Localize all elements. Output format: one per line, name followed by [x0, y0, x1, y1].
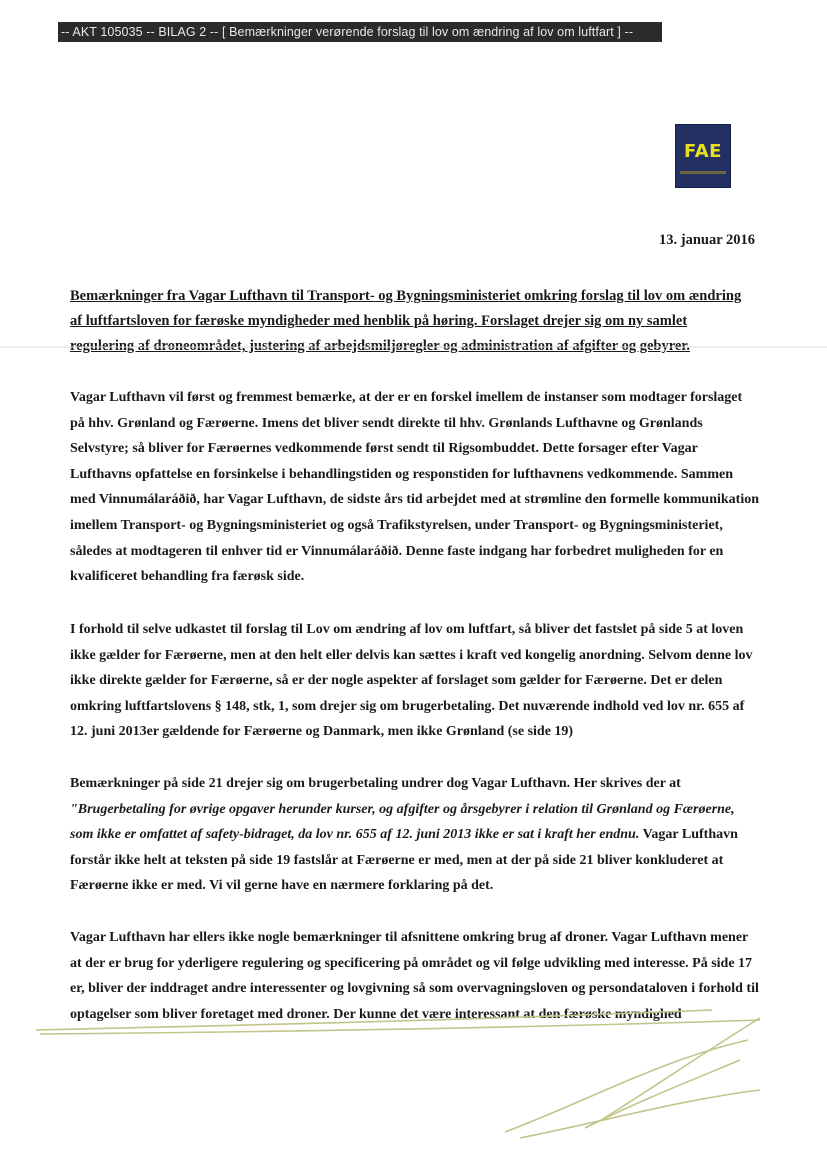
document-heading: Bemærkninger fra Vagar Lufthavn til Transport- og Bygningsministeriet omkring forslag til lov om ændring af luftfartsloven for færøske myndigheder med henblik på høring. Forslaget drejer sig om ny samlet regulering af droneområdet, justering af arbejdsmiljøregler og administration af afgifter og gebyrer. — [70, 288, 742, 354]
document-date: 13. januar 2016 — [658, 232, 755, 248]
logo-underline — [680, 171, 726, 174]
paragraph-3 — [70, 771, 760, 899]
signature-scribble-icon — [36, 1010, 760, 1138]
paragraph-1: Vagar Lufthavn vil først og fremmest bemærke, at der er en forskel imellem de instanser som modtager forslaget på hhv. Grønland og Færøerne. Imens det bliver sendt direkte til hhv. Grønlands Lufthavne og Grønlands Selvstyre; så bliver for Færøernes vedkommende først sendt til Rigsombuddet. Dette forsager efter Vagar Lufthavns opfattelse en forsinkelse i behandlingstiden og responstiden for lufthavnens vedkommende. Sammen med Vinnumálaráðið, har Vagar Lufthavn, de sidste års tid arbejdet med at strømline den formelle kommunikation imellem Transport- og Bygningsministeriet og også Trafikstyrelsen, under Transport- og Bygningsministeriet, således at modtageren til enhver tid er Vinnumálaráðið. Denne faste indgang har forbedret muligheden for en kvalificeret behandling fra færøsk side. — [70, 390, 760, 585]
paragraph-3-quote: "Brugerbetaling for øvrige opgaver herunder kurser, og afgifter og årsgebyrer i relation til Grønland og Færøerne, som ikke er omfattet af safety-bidraget, da lov nr. 655 af 12. juni 2013 ikke er sat i kraft her endnu. — [70, 801, 735, 843]
paragraph-4: Vagar Lufthavn har ellers ikke nogle bemærkninger til afsnittene omkring brug af droner. Vagar Lufthavn mener at der er brug for yderligere regulering og specificering på området og vil følge udvikling med interesse. På side 17 er, bliver der inddraget andre interessenter og lovgivning så som overvagningsloven og persondataloven i forhold til optagelser som bliver foretaget med droner. Der kunne det være interessant at den færøske myndighed — [70, 930, 759, 1022]
paragraph-2: I forhold til selve udkastet til forslag til Lov om ændring af lov om luftfart, så bliver det fastslet på side 5 at loven ikke gælder for Færøerne, men at den helt eller delvis kan sættes i kraft ved kongelig anordning. Selvom denne lov ikke direkte gælder for Færøerne, så er der nogle aspekter af forslaget som gælder for Færøerne. Det er delen omkring luftfartslovens § 148, stk, 1, som drejer sig om brugerbetaling. Det nuværende indhold ved lov nr. 655 af 12. juni 2013er gældende for Færøerne og Danmark, men ikke Grønland (se side 19) — [70, 622, 753, 740]
document-stamp-header: -- AKT 105035 -- BILAG 2 -- [ Bemærkninger verørende forslag til lov om ændring af lov om luftfart ] -- — [58, 22, 662, 42]
paragraph-3-intro: Bemærkninger på side 21 drejer sig om brugerbetaling undrer dog Vagar Lufthavn. Her skrives der at — [70, 776, 681, 791]
fae-logo-icon — [675, 124, 731, 188]
logo-text: FAE — [684, 141, 722, 162]
paragraph-3-rest: Vagar Lufthavn forstår ikke helt at teksten på side 19 fastslår at Færøerne er med, men at der på side 21 bliver konkluderet at Færøerne ikke er med. Vi vil gerne have en nærmere forklaring på det. — [70, 827, 738, 894]
